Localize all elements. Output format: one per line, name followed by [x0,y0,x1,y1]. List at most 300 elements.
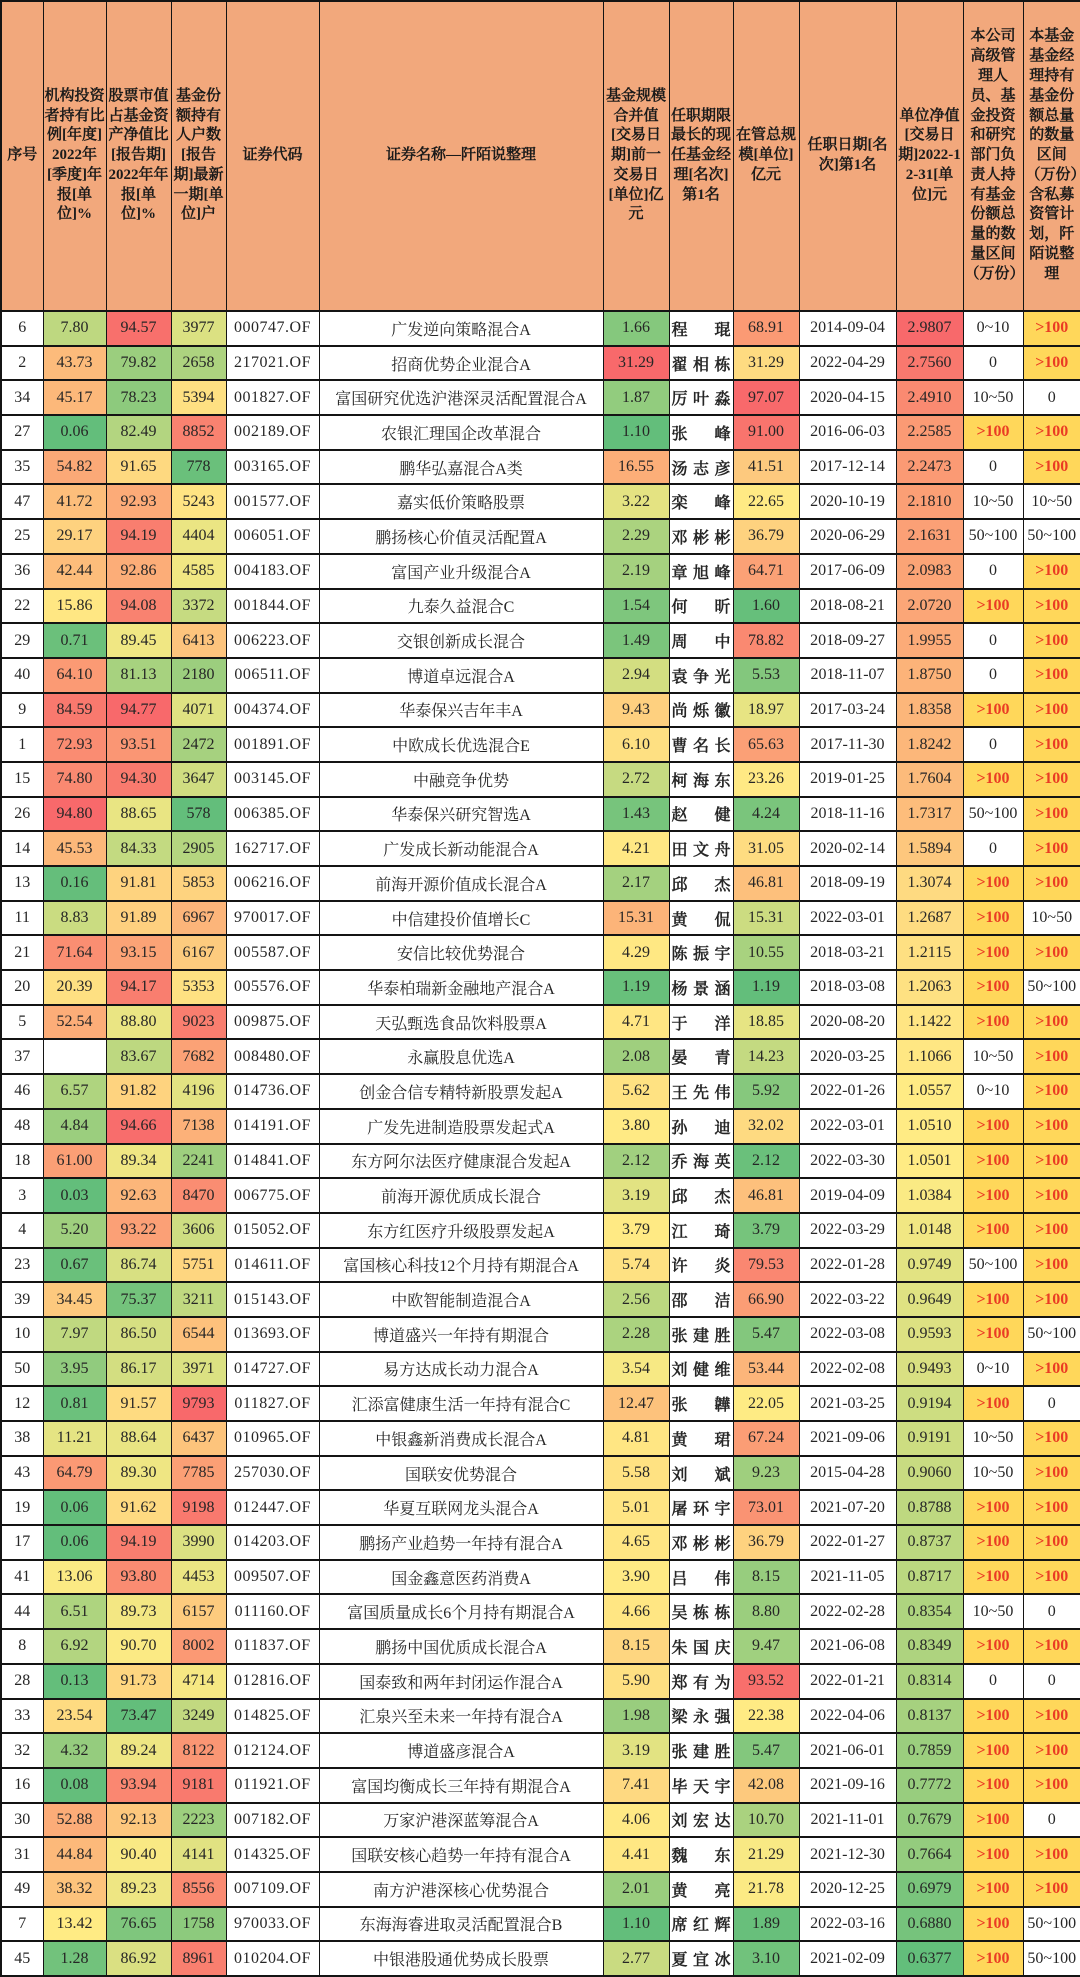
table-row [1,1109,1080,1144]
cell-security-code: 970017.OF [226,901,319,936]
cell-inst-holding-pct: 0.16 [43,866,106,901]
cell-holder-count: 2223 [171,1803,226,1838]
cell-tenure-start-date: 2017-11-30 [799,727,896,762]
cell-manager-holding-range: >100 [1023,1421,1080,1456]
cell-seq: 40 [1,658,43,693]
cell-unit-nav: 1.9955 [896,623,963,658]
cell-fund-scale: 3.54 [603,1352,669,1387]
table-row [1,1282,1080,1317]
table-row [1,1213,1080,1248]
table-row [1,693,1080,728]
table-row [1,797,1080,832]
cell-holder-count: 8002 [171,1629,226,1664]
cell-fund-scale: 4.81 [603,1421,669,1456]
cell-managed-aum: 32.02 [733,1109,799,1144]
cell-stock-to-nav-pct: 86.17 [106,1352,171,1387]
cell-managed-aum: 64.71 [733,554,799,589]
cell-holder-count: 9198 [171,1490,226,1525]
cell-fund-scale: 3.79 [603,1213,669,1248]
cell-fund-scale: 1.10 [603,415,669,450]
table-row [1,1594,1080,1629]
cell-managed-aum: 36.79 [733,519,799,554]
cell-inst-holding-pct: 74.80 [43,762,106,797]
table-row [1,380,1080,415]
cell-seq: 31 [1,1837,43,1872]
cell-security-code: 001577.OF [226,484,319,519]
cell-tenure-start-date: 2021-09-16 [799,1768,896,1803]
cell-unit-nav: 0.9493 [896,1352,963,1387]
cell-security-code: 014611.OF [226,1248,319,1283]
cell-tenure-start-date: 2018-08-21 [799,589,896,624]
cell-manager-holding-range: >100 [1023,935,1080,970]
header-manager-holding-range: 本基金基金经理持有基金份额总量的数量区间（万份）含私募资管计划，阡陌说整理 [1023,1,1080,311]
cell-stock-to-nav-pct: 94.66 [106,1109,171,1144]
cell-security-name: 汇泉兴至未来一年持有混合A [319,1699,603,1734]
cell-managed-aum: 21.29 [733,1837,799,1872]
cell-security-code: 009507.OF [226,1560,319,1595]
cell-unit-nav: 0.7679 [896,1803,963,1838]
cell-managed-aum: 3.10 [733,1941,799,1976]
cell-unit-nav: 0.6880 [896,1907,963,1942]
cell-security-name: 富国产业升级混合A [319,554,603,589]
cell-tenure-start-date: 2022-03-16 [799,1907,896,1942]
cell-manager-name: 陈振宇 [669,935,733,970]
cell-tenure-start-date: 2021-09-06 [799,1421,896,1456]
cell-holder-count: 5394 [171,380,226,415]
cell-manager-holding-range: >100 [1023,450,1080,485]
cell-inst-holding-pct: 52.54 [43,1005,106,1040]
cell-fund-scale: 1.54 [603,589,669,624]
cell-staff-holding-range: >100 [963,415,1023,450]
table-row [1,831,1080,866]
cell-manager-holding-range: >100 [1023,1213,1080,1248]
table-row [1,1248,1080,1283]
cell-managed-aum: 5.92 [733,1074,799,1109]
cell-holder-count: 8470 [171,1178,226,1213]
cell-managed-aum: 5.47 [733,1733,799,1768]
cell-staff-holding-range: 10~50 [963,1039,1023,1074]
cell-staff-holding-range: >100 [963,866,1023,901]
cell-staff-holding-range: >100 [963,693,1023,728]
cell-inst-holding-pct: 3.95 [43,1352,106,1387]
cell-security-code: 012816.OF [226,1664,319,1699]
cell-staff-holding-range: 0~10 [963,1352,1023,1387]
cell-fund-scale: 8.15 [603,1629,669,1664]
cell-tenure-start-date: 2020-08-20 [799,1005,896,1040]
cell-security-code: 012447.OF [226,1490,319,1525]
cell-security-name: 中银鑫新消费成长混合A [319,1421,603,1456]
cell-stock-to-nav-pct: 86.50 [106,1317,171,1352]
cell-seq: 27 [1,415,43,450]
cell-tenure-start-date: 2022-04-06 [799,1699,896,1734]
cell-unit-nav: 0.8717 [896,1560,963,1595]
cell-unit-nav: 0.9194 [896,1386,963,1421]
cell-seq: 4 [1,1213,43,1248]
cell-unit-nav: 1.8750 [896,658,963,693]
cell-seq: 17 [1,1525,43,1560]
cell-security-code: 006223.OF [226,623,319,658]
cell-manager-holding-range: >100 [1023,1248,1080,1283]
cell-security-name: 富国核心科技12个月持有期混合A [319,1248,603,1283]
cell-tenure-start-date: 2022-03-22 [799,1282,896,1317]
cell-holder-count: 578 [171,797,226,832]
cell-seq: 10 [1,1317,43,1352]
cell-stock-to-nav-pct: 94.19 [106,1525,171,1560]
header-unit-nav: 单位净值[交易日期]2022-12-31[单位]元 [896,1,963,311]
cell-inst-holding-pct: 29.17 [43,519,106,554]
cell-stock-to-nav-pct: 94.30 [106,762,171,797]
cell-inst-holding-pct: 0.06 [43,1525,106,1560]
cell-manager-holding-range: >100 [1023,1352,1080,1387]
cell-seq: 14 [1,831,43,866]
cell-manager-holding-range: 50~100 [1023,970,1080,1005]
cell-security-code: 003145.OF [226,762,319,797]
cell-security-code: 011827.OF [226,1386,319,1421]
cell-tenure-start-date: 2021-12-30 [799,1837,896,1872]
cell-stock-to-nav-pct: 86.92 [106,1941,171,1976]
cell-inst-holding-pct: 52.88 [43,1803,106,1838]
table-row [1,311,1080,346]
cell-inst-holding-pct: 0.67 [43,1248,106,1283]
cell-seq: 12 [1,1386,43,1421]
cell-fund-scale: 6.10 [603,727,669,762]
cell-security-code: 001891.OF [226,727,319,762]
cell-holder-count: 4141 [171,1837,226,1872]
cell-unit-nav: 0.6377 [896,1941,963,1976]
cell-security-name: 广发成长新动能混合A [319,831,603,866]
cell-unit-nav: 0.6979 [896,1872,963,1907]
table-row [1,589,1080,624]
cell-manager-name: 柯海东 [669,762,733,797]
cell-fund-scale: 5.90 [603,1664,669,1699]
cell-manager-name: 孙迪 [669,1109,733,1144]
cell-unit-nav: 0.7859 [896,1733,963,1768]
cell-seq: 36 [1,554,43,589]
cell-managed-aum: 14.23 [733,1039,799,1074]
cell-holder-count: 2905 [171,831,226,866]
cell-seq: 33 [1,1699,43,1734]
cell-unit-nav: 1.2687 [896,901,963,936]
cell-holder-count: 2241 [171,1144,226,1179]
cell-fund-scale: 7.41 [603,1768,669,1803]
cell-stock-to-nav-pct: 91.82 [106,1074,171,1109]
cell-stock-to-nav-pct: 91.81 [106,866,171,901]
cell-stock-to-nav-pct: 93.94 [106,1768,171,1803]
table-row [1,1352,1080,1387]
cell-tenure-start-date: 2018-09-19 [799,866,896,901]
cell-seq: 22 [1,589,43,624]
table-row [1,866,1080,901]
table-row [1,1525,1080,1560]
cell-manager-name: 尚烁徽 [669,693,733,728]
cell-security-code: 007182.OF [226,1803,319,1838]
cell-managed-aum: 18.97 [733,693,799,728]
cell-tenure-start-date: 2021-03-25 [799,1386,896,1421]
cell-security-name: 农银汇理国企改革混合 [319,415,603,450]
cell-managed-aum: 22.05 [733,1386,799,1421]
cell-tenure-start-date: 2021-06-01 [799,1733,896,1768]
cell-manager-holding-range: >100 [1023,1282,1080,1317]
header-tenure-start-date: 任职日期[名次]第1名 [799,1,896,311]
cell-manager-holding-range: >100 [1023,1629,1080,1664]
cell-holder-count: 9181 [171,1768,226,1803]
cell-managed-aum: 53.44 [733,1352,799,1387]
cell-manager-holding-range: >100 [1023,1178,1080,1213]
cell-tenure-start-date: 2022-03-29 [799,1213,896,1248]
cell-manager-name: 张建胜 [669,1733,733,1768]
cell-manager-name: 晏青 [669,1039,733,1074]
cell-fund-scale: 2.08 [603,1039,669,1074]
cell-manager-name: 邓彬彬 [669,1525,733,1560]
cell-manager-holding-range: 10~50 [1023,901,1080,936]
cell-staff-holding-range: 0 [963,1664,1023,1699]
table-row [1,1629,1080,1664]
cell-inst-holding-pct: 42.44 [43,554,106,589]
cell-fund-scale: 4.66 [603,1594,669,1629]
cell-managed-aum: 46.81 [733,866,799,901]
cell-holder-count: 3990 [171,1525,226,1560]
cell-tenure-start-date: 2022-01-27 [799,1525,896,1560]
cell-security-name: 国金鑫意医药消费A [319,1560,603,1595]
cell-staff-holding-range: 0~10 [963,1074,1023,1109]
cell-holder-count: 7785 [171,1456,226,1491]
cell-security-name: 博道盛彦混合A [319,1733,603,1768]
cell-security-name: 东方红医疗升级股票发起A [319,1213,603,1248]
cell-security-name: 华泰保兴研究智选A [319,797,603,832]
cell-security-name: 前海开源价值成长混合A [319,866,603,901]
cell-holder-count: 4714 [171,1664,226,1699]
cell-managed-aum: 9.23 [733,1456,799,1491]
cell-tenure-start-date: 2017-03-24 [799,693,896,728]
cell-inst-holding-pct: 15.86 [43,589,106,624]
cell-managed-aum: 31.29 [733,346,799,381]
cell-manager-name: 邓彬彬 [669,519,733,554]
cell-seq: 1 [1,727,43,762]
cell-manager-name: 邱杰 [669,866,733,901]
cell-inst-holding-pct: 38.32 [43,1872,106,1907]
cell-manager-name: 毕天宇 [669,1768,733,1803]
cell-inst-holding-pct: 13.06 [43,1560,106,1595]
cell-unit-nav: 1.5894 [896,831,963,866]
cell-manager-name: 魏东 [669,1837,733,1872]
cell-manager-holding-range: >100 [1023,1005,1080,1040]
cell-tenure-start-date: 2018-11-07 [799,658,896,693]
cell-security-code: 014736.OF [226,1074,319,1109]
cell-staff-holding-range: 50~100 [963,519,1023,554]
cell-manager-holding-range: >100 [1023,1039,1080,1074]
cell-manager-holding-range: >100 [1023,1456,1080,1491]
cell-security-name: 交银创新成长混合 [319,623,603,658]
cell-tenure-start-date: 2022-02-08 [799,1352,896,1387]
cell-security-code: 004374.OF [226,693,319,728]
cell-manager-name: 席红辉 [669,1907,733,1942]
table-row [1,1005,1080,1040]
cell-manager-holding-range: >100 [1023,1144,1080,1179]
cell-security-code: 003165.OF [226,450,319,485]
cell-manager-holding-range: 50~100 [1023,1907,1080,1942]
cell-staff-holding-range: >100 [963,1837,1023,1872]
cell-manager-name: 曹名长 [669,727,733,762]
cell-holder-count: 6544 [171,1317,226,1352]
cell-stock-to-nav-pct: 78.23 [106,380,171,415]
cell-tenure-start-date: 2019-01-25 [799,762,896,797]
cell-security-name: 广发逆向策略混合A [319,311,603,346]
cell-seq: 5 [1,1005,43,1040]
cell-holder-count: 4453 [171,1560,226,1595]
header-holder-count: 基金份额持有人户数[报告期]最新一期[单位]户 [171,1,226,311]
cell-manager-holding-range: >100 [1023,658,1080,693]
cell-stock-to-nav-pct: 73.47 [106,1699,171,1734]
cell-staff-holding-range: 0 [963,831,1023,866]
cell-manager-name: 翟相栋 [669,346,733,381]
cell-fund-scale: 15.31 [603,901,669,936]
cell-inst-holding-pct: 43.73 [43,346,106,381]
cell-manager-name: 邱杰 [669,1178,733,1213]
cell-security-name: 创金合信专精特新股票发起A [319,1074,603,1109]
cell-manager-holding-range: 0 [1023,1386,1080,1421]
cell-stock-to-nav-pct: 89.23 [106,1872,171,1907]
cell-manager-name: 赵健 [669,797,733,832]
cell-unit-nav: 0.7772 [896,1768,963,1803]
cell-manager-name: 袁争光 [669,658,733,693]
cell-security-name: 华夏互联网龙头混合A [319,1490,603,1525]
cell-security-code: 014841.OF [226,1144,319,1179]
cell-stock-to-nav-pct: 76.65 [106,1907,171,1942]
cell-security-name: 国泰致和两年封闭运作混合A [319,1664,603,1699]
cell-unit-nav: 1.0501 [896,1144,963,1179]
cell-security-name: 永赢股息优选A [319,1039,603,1074]
cell-manager-name: 吴栋栋 [669,1594,733,1629]
cell-tenure-start-date: 2022-03-01 [799,1109,896,1144]
cell-security-name: 国联安优势混合 [319,1456,603,1491]
cell-staff-holding-range: 0 [963,450,1023,485]
cell-manager-name: 杨景涵 [669,970,733,1005]
cell-inst-holding-pct: 4.84 [43,1109,106,1144]
table-row [1,519,1080,554]
header-stock-to-nav-pct: 股票市值占基金资产净值比[报告期]2022年年报[单位]% [106,1,171,311]
cell-tenure-start-date: 2017-12-14 [799,450,896,485]
cell-managed-aum: 31.05 [733,831,799,866]
table-row [1,346,1080,381]
cell-manager-holding-range: >100 [1023,693,1080,728]
cell-holder-count: 8852 [171,415,226,450]
cell-fund-scale: 1.10 [603,1907,669,1942]
cell-seq: 26 [1,797,43,832]
cell-managed-aum: 73.01 [733,1490,799,1525]
cell-inst-holding-pct: 4.32 [43,1733,106,1768]
cell-seq: 23 [1,1248,43,1283]
cell-stock-to-nav-pct: 92.63 [106,1178,171,1213]
cell-seq: 41 [1,1560,43,1595]
cell-inst-holding-pct: 64.79 [43,1456,106,1491]
cell-tenure-start-date: 2021-11-01 [799,1803,896,1838]
cell-stock-to-nav-pct: 88.65 [106,797,171,832]
cell-manager-holding-range: >100 [1023,1837,1080,1872]
cell-tenure-start-date: 2022-01-21 [799,1664,896,1699]
cell-stock-to-nav-pct: 94.17 [106,970,171,1005]
cell-security-code: 006051.OF [226,519,319,554]
cell-managed-aum: 79.53 [733,1248,799,1283]
cell-stock-to-nav-pct: 81.13 [106,658,171,693]
cell-unit-nav: 0.8137 [896,1699,963,1734]
cell-staff-holding-range: >100 [963,589,1023,624]
cell-holder-count: 3372 [171,589,226,624]
cell-security-code: 008480.OF [226,1039,319,1074]
cell-security-code: 011837.OF [226,1629,319,1664]
cell-holder-count: 7138 [171,1109,226,1144]
cell-holder-count: 7682 [171,1039,226,1074]
cell-manager-name: 张韡 [669,1386,733,1421]
cell-fund-scale: 4.71 [603,1005,669,1040]
cell-managed-aum: 36.79 [733,1525,799,1560]
cell-manager-name: 吕伟 [669,1560,733,1595]
cell-tenure-start-date: 2022-02-28 [799,1594,896,1629]
cell-seq: 47 [1,484,43,519]
cell-security-name: 汇添富健康生活一年持有混合C [319,1386,603,1421]
cell-staff-holding-range: >100 [963,1872,1023,1907]
table-row [1,623,1080,658]
cell-security-code: 005576.OF [226,970,319,1005]
cell-stock-to-nav-pct: 91.65 [106,450,171,485]
cell-stock-to-nav-pct: 89.73 [106,1594,171,1629]
cell-managed-aum: 68.91 [733,311,799,346]
cell-security-code: 014825.OF [226,1699,319,1734]
cell-holder-count: 8556 [171,1872,226,1907]
cell-security-code: 217021.OF [226,346,319,381]
cell-staff-holding-range: 0 [963,554,1023,589]
cell-manager-name: 许炎 [669,1248,733,1283]
cell-tenure-start-date: 2018-03-08 [799,970,896,1005]
cell-tenure-start-date: 2020-04-15 [799,380,896,415]
cell-manager-holding-range: 50~100 [1023,1941,1080,1976]
cell-managed-aum: 15.31 [733,901,799,936]
cell-inst-holding-pct: 1.28 [43,1941,106,1976]
cell-unit-nav: 1.1066 [896,1039,963,1074]
cell-security-code: 006216.OF [226,866,319,901]
cell-fund-scale: 1.87 [603,380,669,415]
cell-holder-count: 6967 [171,901,226,936]
cell-stock-to-nav-pct: 92.93 [106,484,171,519]
cell-inst-holding-pct: 23.54 [43,1699,106,1734]
cell-tenure-start-date: 2018-03-21 [799,935,896,970]
cell-staff-holding-range: >100 [963,1733,1023,1768]
cell-holder-count: 2472 [171,727,226,762]
cell-security-code: 014203.OF [226,1525,319,1560]
cell-staff-holding-range: 0 [963,658,1023,693]
cell-holder-count: 1758 [171,1907,226,1942]
table-row [1,970,1080,1005]
cell-security-code: 004183.OF [226,554,319,589]
cell-tenure-start-date: 2019-04-09 [799,1178,896,1213]
cell-seq: 15 [1,762,43,797]
cell-staff-holding-range: >100 [963,1629,1023,1664]
cell-unit-nav: 1.0384 [896,1178,963,1213]
cell-fund-scale: 1.43 [603,797,669,832]
cell-unit-nav: 0.9593 [896,1317,963,1352]
cell-managed-aum: 65.63 [733,727,799,762]
cell-fund-scale: 16.55 [603,450,669,485]
cell-tenure-start-date: 2020-12-25 [799,1872,896,1907]
cell-inst-holding-pct: 0.13 [43,1664,106,1699]
cell-unit-nav: 1.8242 [896,727,963,762]
cell-unit-nav: 2.7560 [896,346,963,381]
cell-holder-count: 5243 [171,484,226,519]
header-security-name: 证券名称—阡陌说整理 [319,1,603,311]
cell-security-name: 华泰柏瑞新金融地产混合A [319,970,603,1005]
cell-inst-holding-pct: 7.97 [43,1317,106,1352]
cell-security-name: 富国研究优选沪港深灵活配置混合A [319,380,603,415]
cell-security-name: 中信建投价值增长C [319,901,603,936]
